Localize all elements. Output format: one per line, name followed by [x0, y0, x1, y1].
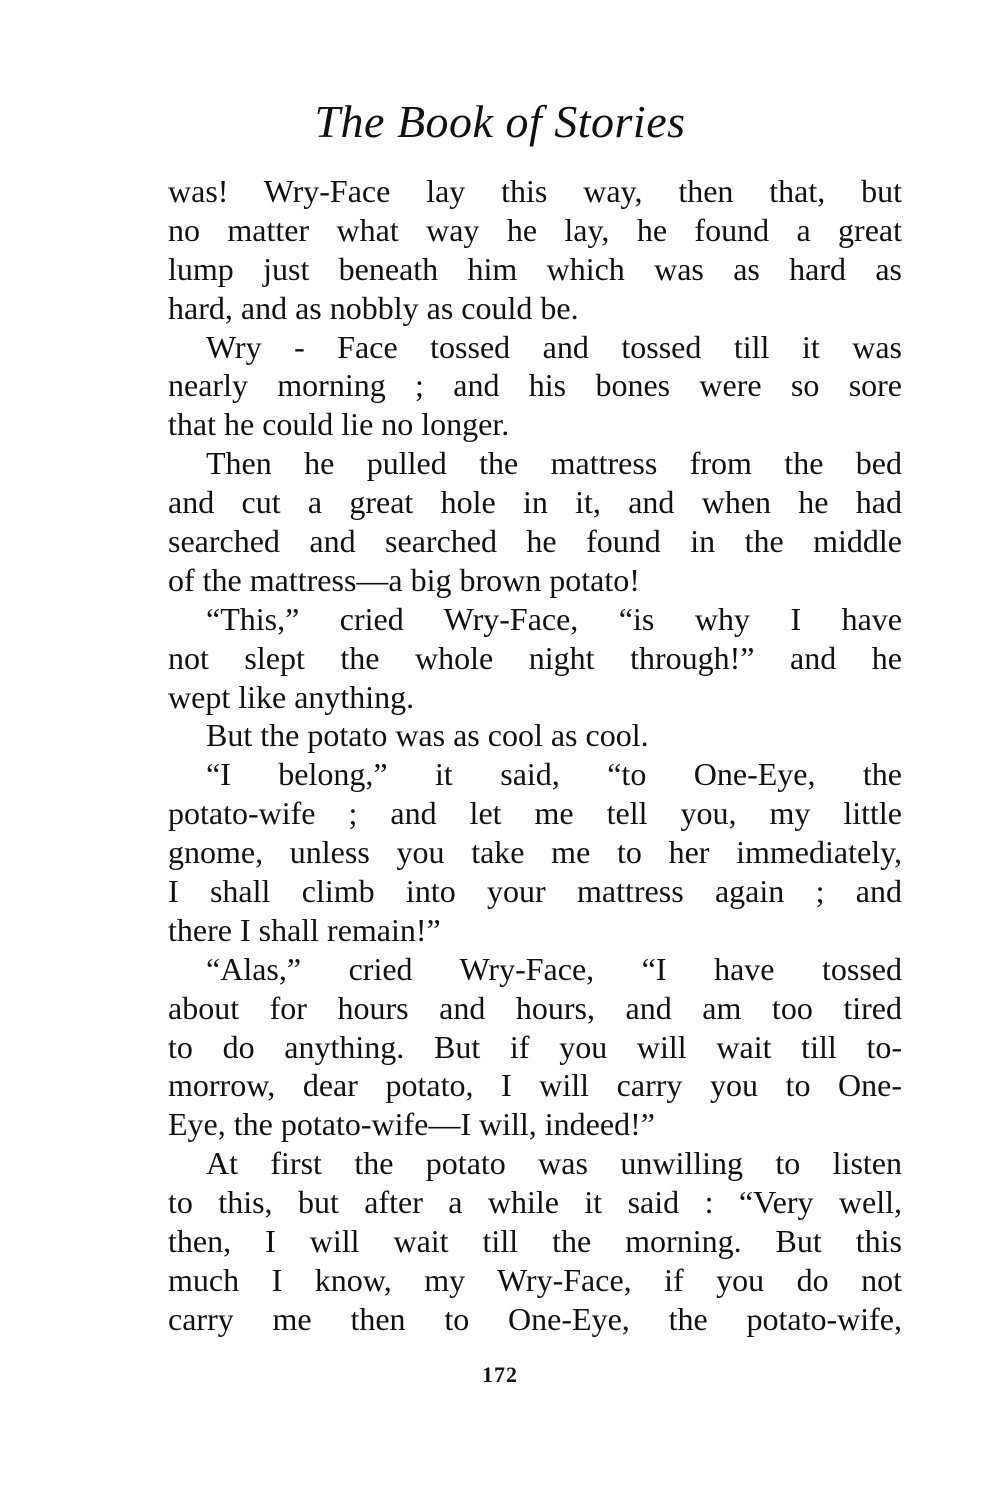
text-line: gnome, unless you take me to her immediately, [168, 834, 902, 871]
text-line: not slept the whole night through!” and he [168, 639, 902, 676]
text-line: to this, but after a while it said : “Very well, [168, 1184, 902, 1221]
text-line: At first the potato was unwilling to listen [206, 1145, 902, 1182]
text-line: Then he pulled the mattress from the bed [206, 445, 902, 482]
text-line: “This,” cried Wry-Face, “is why I have [206, 600, 902, 637]
text-line: to do anything. But if you will wait till to- [168, 1028, 902, 1065]
text-line: was! Wry-Face lay this way, then that, but [168, 173, 902, 209]
text-line: much I know, my Wry-Face, if you do not [168, 1261, 902, 1298]
text-line: Eye, the potato-wife—I will, indeed!” [168, 1106, 655, 1143]
text-line: searched and searched he found in the middle [168, 523, 902, 560]
text-line: “Alas,” cried Wry-Face, “I have tossed [206, 950, 902, 987]
text-line: carry me then to One-Eye, the potato-wife, [168, 1300, 902, 1337]
text-line: that he could lie no longer. [168, 406, 510, 443]
text-line: I shall climb into your mattress again ; and [168, 873, 902, 910]
text-line: then, I will wait till the morning. But this [168, 1223, 902, 1260]
text-line: potato-wife ; and let me tell you, my little [168, 795, 902, 832]
text-line: But the potato was as cool as cool. [206, 717, 649, 754]
text-line: hard, and as nobbly as could be. [168, 289, 579, 326]
text-line: wept like anything. [168, 678, 415, 715]
text-line: about for hours and hours, and am too tired [168, 989, 902, 1026]
text-line: and cut a great hole in it, and when he had [168, 484, 902, 521]
page-number: 172 [482, 1362, 518, 1387]
running-head: The Book of Stories [314, 96, 686, 147]
text-line: Wry - Face tossed and tossed till it was [206, 328, 902, 365]
text-line: no matter what way he lay, he found a great [168, 211, 902, 248]
text-line: morrow, dear potato, I will carry you to One- [168, 1067, 902, 1104]
text-line: lump just beneath him which was as hard as [168, 250, 902, 287]
text-line: there I shall remain!” [168, 911, 441, 948]
text-line: “I belong,” it said, “to One-Eye, the [206, 756, 902, 793]
text-line: nearly morning ; and his bones were so sore [168, 367, 902, 404]
text-line: of the mattress—a big brown potato! [168, 561, 640, 598]
body-text [168, 172, 902, 1339]
